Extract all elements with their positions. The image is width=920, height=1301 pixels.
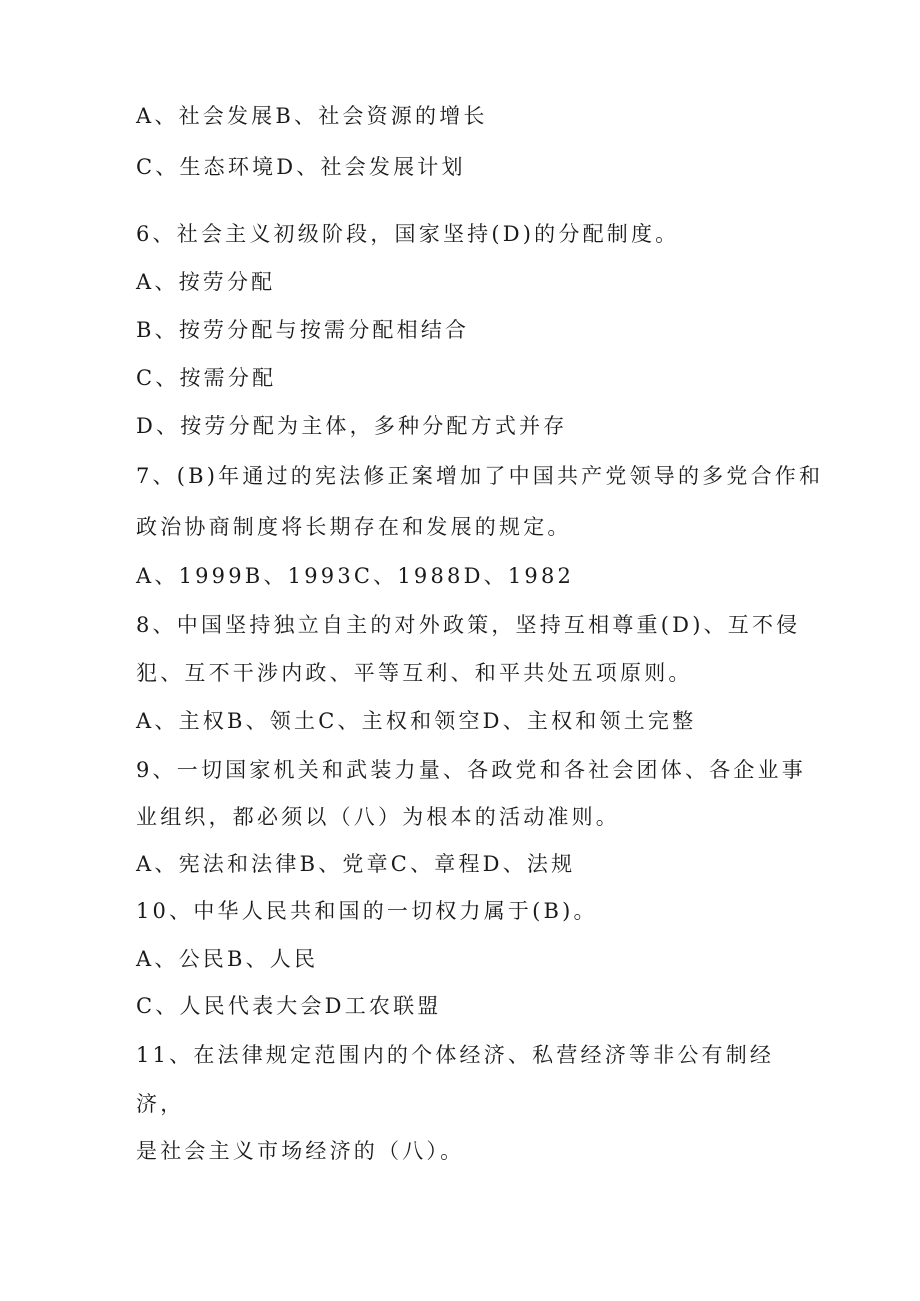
option-line: C、按需分配 bbox=[136, 366, 277, 390]
question-line: 11、在法律规定范围内的个体经济、私营经济等非公有制经 bbox=[136, 1043, 775, 1067]
question-line-continued: 业组织，都必须以（八）为根本的活动准则。 bbox=[136, 805, 620, 829]
question-line-continued: 是社会主义市场经济的（八）。 bbox=[136, 1139, 465, 1163]
option-line: A、公民B、人民 bbox=[136, 947, 319, 971]
question-line: 9、一切国家机关和武装力量、各政党和各社会团体、各企业事 bbox=[136, 758, 806, 782]
option-line: A、按劳分配 bbox=[136, 270, 276, 294]
question-line-continued: 犯、互不干涉内政、平等互利、和平共处五项原则。 bbox=[136, 661, 693, 685]
option-line: D、按劳分配为主体，多种分配方式并存 bbox=[136, 414, 568, 438]
question-line-continued: 政治协商制度将长期存在和发展的规定。 bbox=[136, 515, 572, 539]
question-line: 6、社会主义初级阶段，国家坚持(D)的分配制度。 bbox=[136, 222, 680, 246]
option-line: C、人民代表大会D工农联盟 bbox=[136, 994, 442, 1018]
question-line: 10、中华人民共和国的一切权力属于(B)。 bbox=[136, 899, 598, 923]
question-line-continued: 济， bbox=[136, 1092, 185, 1116]
text-line: A、社会发展B、社会资源的增长 bbox=[136, 104, 488, 128]
question-line: 8、中国坚持独立自主的对外政策，坚持互相尊重(D)、互不侵 bbox=[136, 613, 801, 637]
option-line: A、主权B、领土C、主权和领空D、主权和领土完整 bbox=[136, 709, 697, 733]
question-line: 7、(B)年通过的宪法修正案增加了中国共产党领导的多党合作和 bbox=[136, 464, 824, 488]
text-line: C、生态环境D、社会发展计划 bbox=[136, 155, 466, 179]
option-line: A、1999B、1993C、1988D、1982 bbox=[136, 564, 575, 588]
option-line: A、宪法和法律B、党章C、章程D、法规 bbox=[136, 852, 576, 876]
option-line: B、按劳分配与按需分配相结合 bbox=[136, 318, 470, 342]
